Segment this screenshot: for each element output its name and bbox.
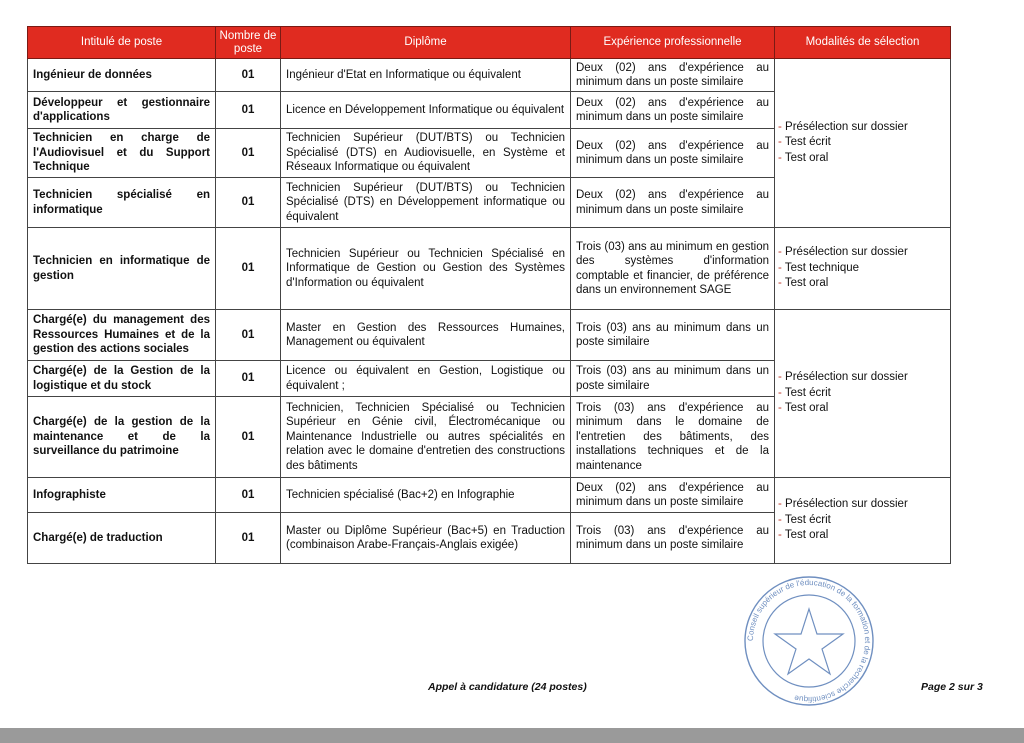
job-experience: Deux (02) ans d'expérience au minimum dans un poste similaire	[571, 59, 775, 92]
job-count: 01	[216, 228, 281, 310]
job-experience: Trois (03) ans d'expérience au minimum dans un poste similaire	[571, 513, 775, 564]
selection-item: - Présélection sur dossier	[778, 371, 908, 384]
job-count: 01	[216, 92, 281, 129]
selection-item: - Test technique	[778, 261, 860, 274]
table-row	[28, 478, 951, 513]
stamp-star-icon	[775, 609, 843, 674]
job-diploma: Master ou Diplôme Supérieur (Bac+5) en Traduction (combinaison Arabe-Français-Anglais exigée)	[281, 513, 571, 564]
header-selection: Modalités de sélection	[775, 27, 951, 59]
header-title: Intitulé de poste	[28, 27, 216, 59]
job-table	[27, 26, 951, 564]
job-count: 01	[216, 310, 281, 361]
footer-title: Appel à candidature (24 postes)	[428, 681, 587, 693]
job-experience: Trois (03) ans d'expérience au minimum dans le domaine de l'entretien des bâtiments, des installations techniques et de la maintenance	[571, 397, 775, 478]
job-experience: Trois (03) ans au minimum dans un poste similaire	[571, 310, 775, 361]
header-count: Nombre de poste	[216, 27, 281, 59]
job-experience: Deux (02) ans d'expérience au minimum dans un poste similaire	[571, 92, 775, 129]
job-experience: Deux (02) ans d'expérience au minimum dans un poste similaire	[571, 129, 775, 178]
table-header-row	[28, 27, 951, 59]
job-title: Chargé(e) de traduction	[28, 513, 216, 564]
selection-item: - Test écrit	[778, 513, 831, 526]
selection-item: - Présélection sur dossier	[778, 120, 908, 133]
job-title: Ingénieur de données	[28, 59, 216, 92]
selection-item: - Test oral	[778, 402, 829, 415]
job-experience: Trois (03) ans au minimum en gestion des systèmes d'information comptable et financier, de préférence dans un environnement SAGE	[571, 228, 775, 310]
selection-cell	[775, 59, 951, 228]
job-diploma: Technicien Supérieur (DUT/BTS) ou Technicien Spécialisé (DTS) en Développement informatique ou équivalent	[281, 178, 571, 228]
job-count: 01	[216, 59, 281, 92]
job-title: Chargé(e) de la gestion de la maintenance et de la surveillance du patrimoine	[28, 397, 216, 478]
job-title: Technicien spécialisé en informatique	[28, 178, 216, 228]
job-title: Développeur et gestionnaire d'applications	[28, 92, 216, 129]
job-diploma: Licence en Développement Informatique ou équivalent	[281, 92, 571, 129]
job-count: 01	[216, 513, 281, 564]
job-count: 01	[216, 361, 281, 397]
selection-cell	[775, 228, 951, 310]
job-title: Technicien en charge de l'Audiovisuel et du Support Technique	[28, 129, 216, 178]
official-stamp	[739, 574, 879, 708]
job-experience: Deux (02) ans d'expérience au minimum dans un poste similaire	[571, 178, 775, 228]
stamp-text: Conseil supérieur de l'éducation de la formation et de la recherche scientifique	[745, 577, 873, 705]
table-row	[28, 228, 951, 310]
table-row	[28, 59, 951, 92]
selection-item: - Présélection sur dossier	[778, 246, 908, 259]
selection-cell	[775, 478, 951, 564]
bottom-bar	[0, 728, 1024, 743]
job-count: 01	[216, 178, 281, 228]
job-count: 01	[216, 478, 281, 513]
job-diploma: Technicien Supérieur (DUT/BTS) ou Technicien Spécialisé (DTS) en Audiovisuelle, en Système et Réseaux Informatique ou équivalent	[281, 129, 571, 178]
job-diploma: Ingénieur d'Etat en Informatique ou équivalent	[281, 59, 571, 92]
table-row	[28, 310, 951, 361]
job-title: Chargé(e) du management des Ressources Humaines et de la gestion des actions sociales	[28, 310, 216, 361]
selection-cell	[775, 310, 951, 478]
header-experience: Expérience professionnelle	[571, 27, 775, 59]
job-diploma: Technicien, Technicien Spécialisé ou Technicien Supérieur en Génie civil, Électromécanique ou Maintenance Industrielle ou autres spécialités en relation avec le domaine d'entretien des constructions des bâtiments	[281, 397, 571, 478]
job-count: 01	[216, 397, 281, 478]
selection-item: - Test écrit	[778, 136, 831, 149]
job-diploma: Technicien spécialisé (Bac+2) en Infographie	[281, 478, 571, 513]
page-number: Page 2 sur 3	[921, 681, 983, 693]
job-count: 01	[216, 129, 281, 178]
stamp-outer-ring	[745, 577, 873, 705]
selection-item: - Test oral	[778, 529, 829, 542]
job-diploma: Technicien Supérieur ou Technicien Spécialisé en Informatique de Gestion ou Gestion des Systèmes d'Information ou équivalent	[281, 228, 571, 310]
job-diploma: Master en Gestion des Ressources Humaines, Management ou équivalent	[281, 310, 571, 361]
job-title: Chargé(e) de la Gestion de la logistique et du stock	[28, 361, 216, 397]
job-diploma: Licence ou équivalent en Gestion, Logistique ou équivalent ;	[281, 361, 571, 397]
selection-item: - Test oral	[778, 277, 829, 290]
job-title: Technicien en informatique de gestion	[28, 228, 216, 310]
selection-item: - Test oral	[778, 151, 829, 164]
job-experience: Trois (03) ans au minimum dans un poste similaire	[571, 361, 775, 397]
selection-item: - Présélection sur dossier	[778, 498, 908, 511]
job-title: Infographiste	[28, 478, 216, 513]
selection-item: - Test écrit	[778, 386, 831, 399]
header-diploma: Diplôme	[281, 27, 571, 59]
job-experience: Deux (02) ans d'expérience au minimum dans un poste similaire	[571, 478, 775, 513]
